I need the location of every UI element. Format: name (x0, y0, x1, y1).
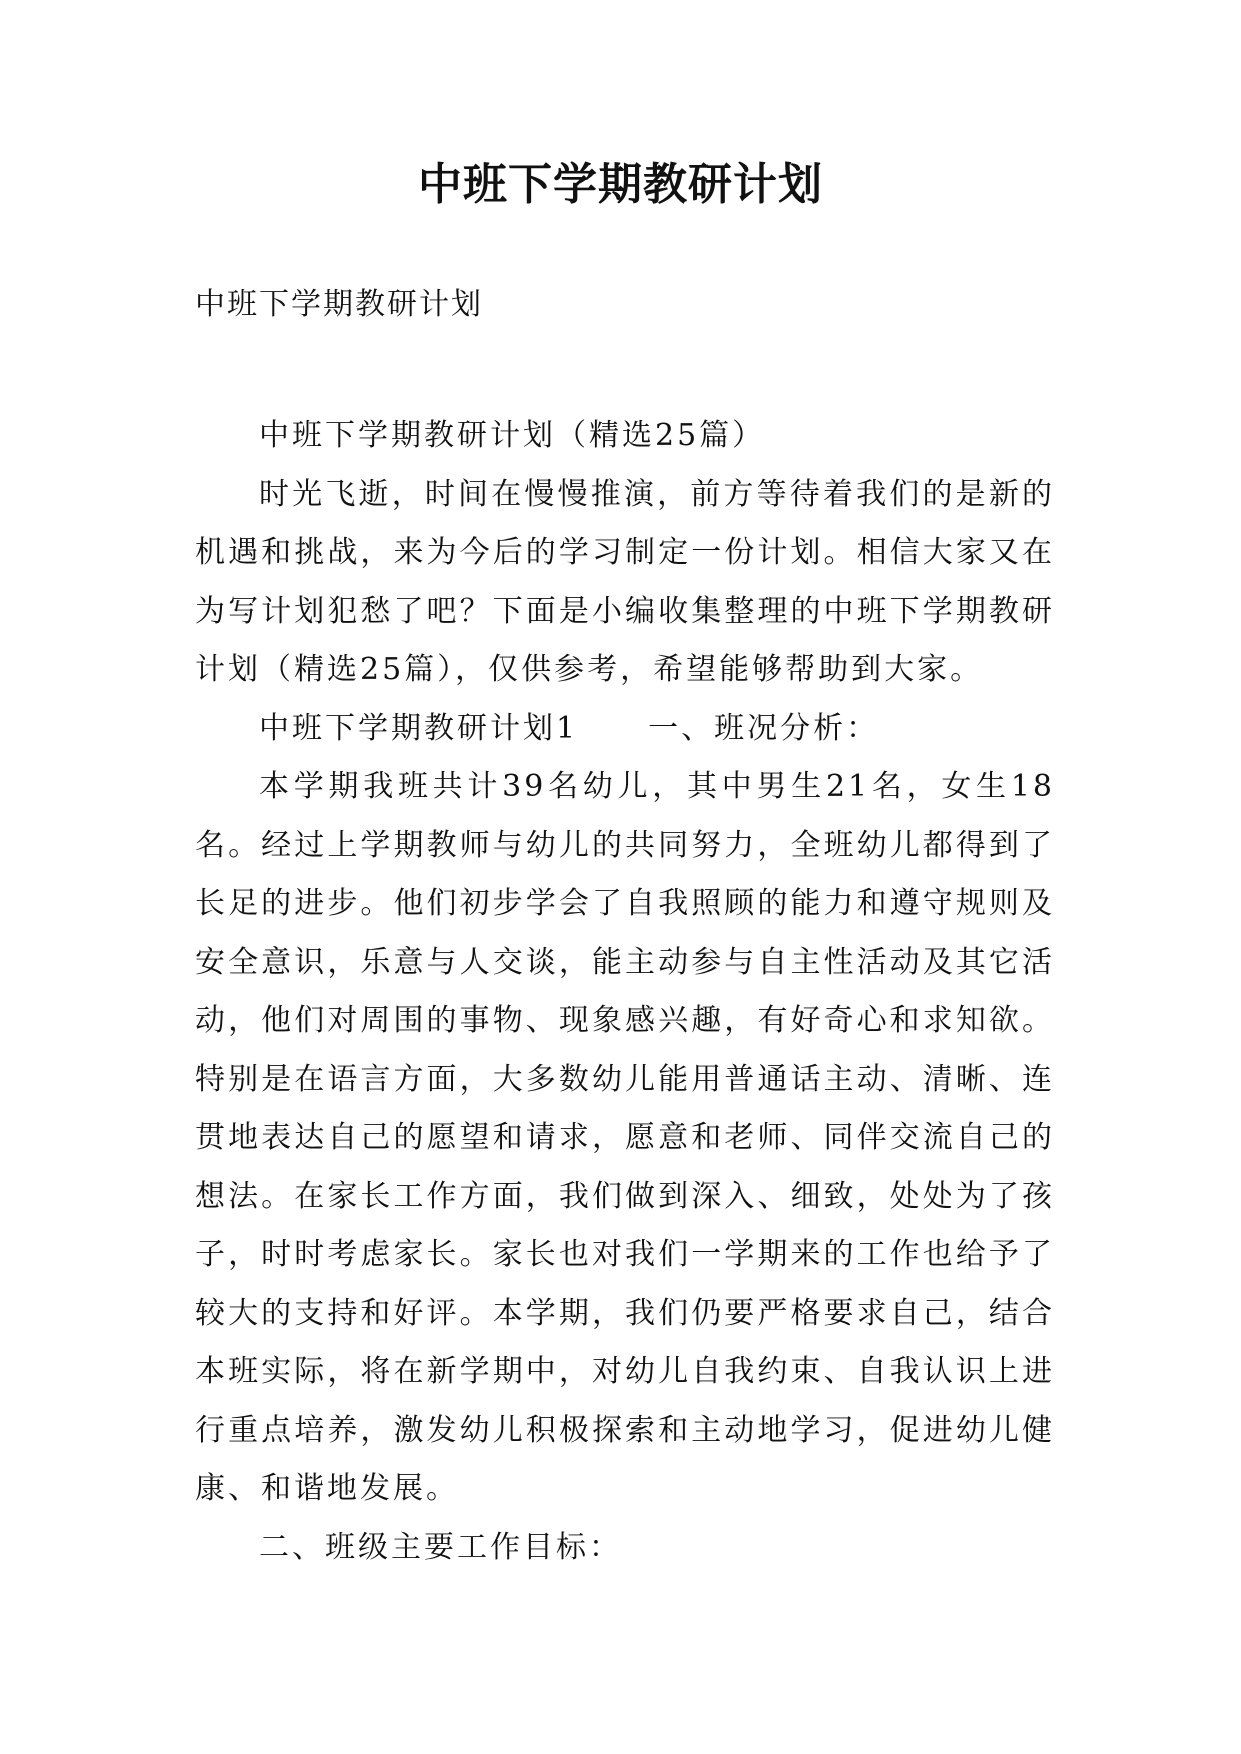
paragraph-goals-heading: 二、班级主要工作目标： (259, 1529, 622, 1565)
document-body (195, 407, 1055, 1577)
paragraph-collection-title: 中班下学期教研计划（精选25篇） (259, 418, 766, 453)
plan-number-label: 中班下学期教研计划1 (259, 710, 579, 746)
class-analysis-heading: 一、班况分析： (648, 710, 880, 746)
paragraph-section-heading (195, 700, 1055, 759)
document-title: 中班下学期教研计划 (418, 159, 823, 210)
paragraph-intro: 时光飞逝，时间在慢慢推演，前方等待着我们的是新的机遇和挑战，来为今后的学习制定一份计划。相信大家又在为写计划犯愁了吧？下面是小编收集整理的中班下学期教研计划（精选25篇），仅供参考，希望能够帮助到大家。 (195, 476, 1055, 687)
document-subheading: 中班下学期教研计划 (195, 287, 483, 322)
paragraph-class-analysis: 本学期我班共计39名幼儿，其中男生21名，女生18名。经过上学期教师与幼儿的共同努力，全班幼儿都得到了长足的进步。他们初步学会了自我照顾的能力和遵守规则及安全意识，乐意与人交谈，能主动参与自主性活动及其它活动，他们对周围的事物、现象感兴趣，有好奇心和求知欲。特别是在语言方面，大多数幼儿能用普通话主动、清晰、连贯地表达自己的愿望和请求，愿意和老师、同伴交流自己的想法。在家长工作方面，我们做到深入、细致，处处为了孩子，时时考虑家长。家长也对我们一学期来的工作也给予了较大的支持和好评。本学期，我们仍要严格要求自己，结合本班实际，将在新学期中，对幼儿自我约束、自我认识上进行重点培养，激发幼儿积极探索和主动地学习，促进幼儿健康、和谐地发展。 (195, 769, 1055, 1506)
